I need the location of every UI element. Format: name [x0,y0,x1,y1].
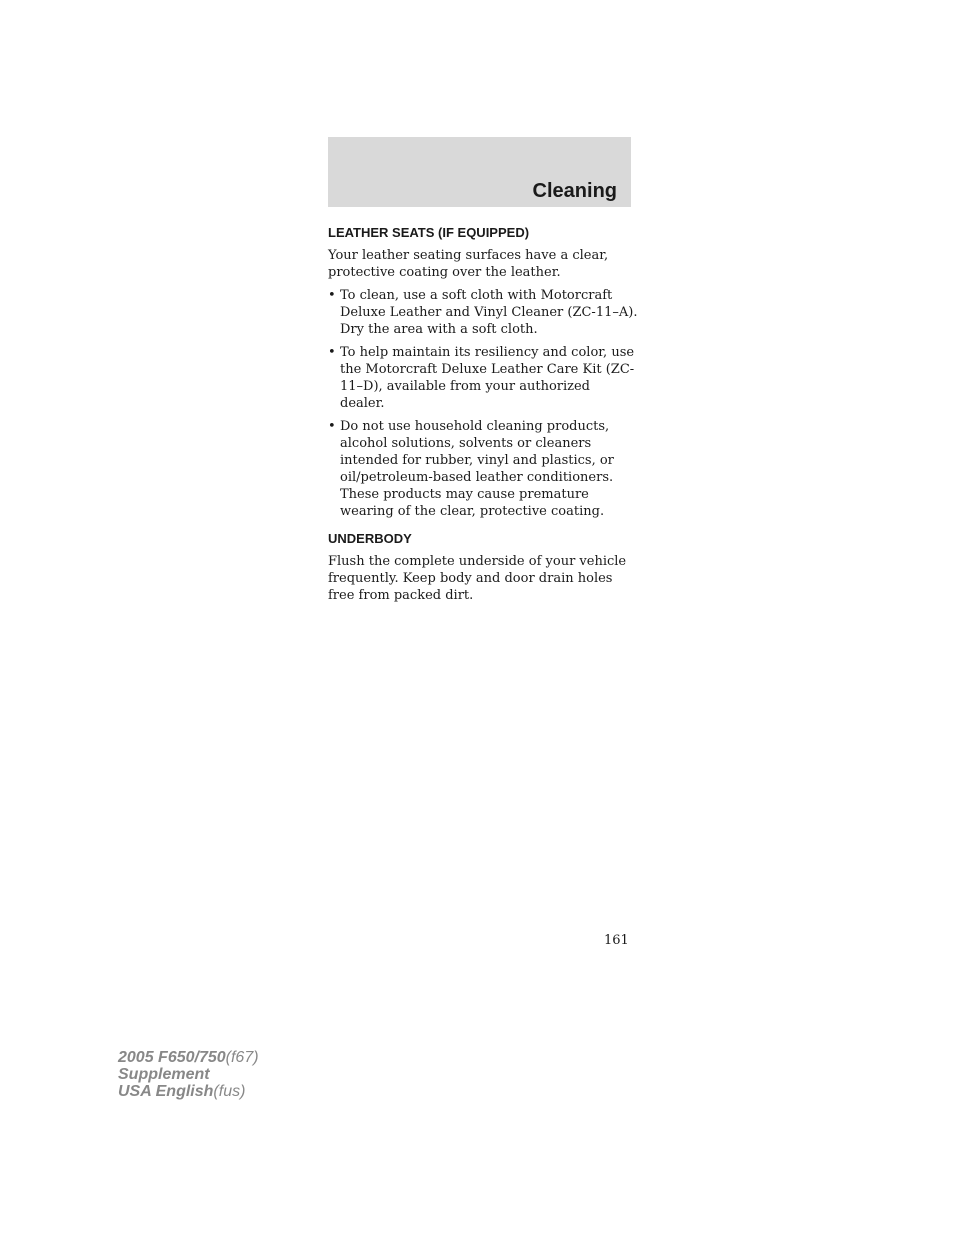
leather-seats-intro: Your leather seating surfaces have a clear, protective coating over the leather. [328,248,609,280]
footer-language-line [118,1083,259,1100]
footer-block [118,1049,259,1100]
footer-language-code: (fus) [213,1083,246,1100]
section-header-band [328,137,631,207]
bullet-item [328,418,638,520]
footer-model-code: (f67) [225,1049,259,1066]
bullet-text: Do not use household cleaning products, alcohol solutions, solvents or cleaners intended for rubber, vinyl and plastics, or oil/petroleum-based leather conditioners. These products may cause premature wearing of the clear, protective coating. [340,419,614,519]
bullet-icon: • [328,288,336,303]
footer-language: USA English [118,1083,214,1100]
underbody-heading: UNDERBODY [328,531,412,546]
page-content [328,224,638,604]
leather-seats-bullet-list [328,287,638,520]
section-title: Cleaning [532,180,617,202]
bullet-icon: • [328,419,336,434]
bullet-text: To clean, use a soft cloth with Motorcraft Deluxe Leather and Vinyl Cleaner (ZC-11–A). Dry the area with a soft cloth. [340,288,638,337]
bullet-item [328,344,638,412]
footer-model-line [118,1049,259,1066]
underbody-text: Flush the complete underside of your vehicle frequently. Keep body and door drain holes free from packed dirt. [328,554,627,603]
footer-model: 2005 F650/750 [118,1049,226,1066]
bullet-icon: • [328,345,336,360]
footer-doc-type: Supplement [118,1066,210,1083]
leather-seats-heading: LEATHER SEATS (IF EQUIPPED) [328,225,530,240]
bullet-item [328,287,638,338]
bullet-text: To help maintain its resiliency and color, use the Motorcraft Deluxe Leather Care Kit (ZC-11–D), available from your authorized dealer. [340,345,635,411]
page-number: 161 [604,933,629,948]
